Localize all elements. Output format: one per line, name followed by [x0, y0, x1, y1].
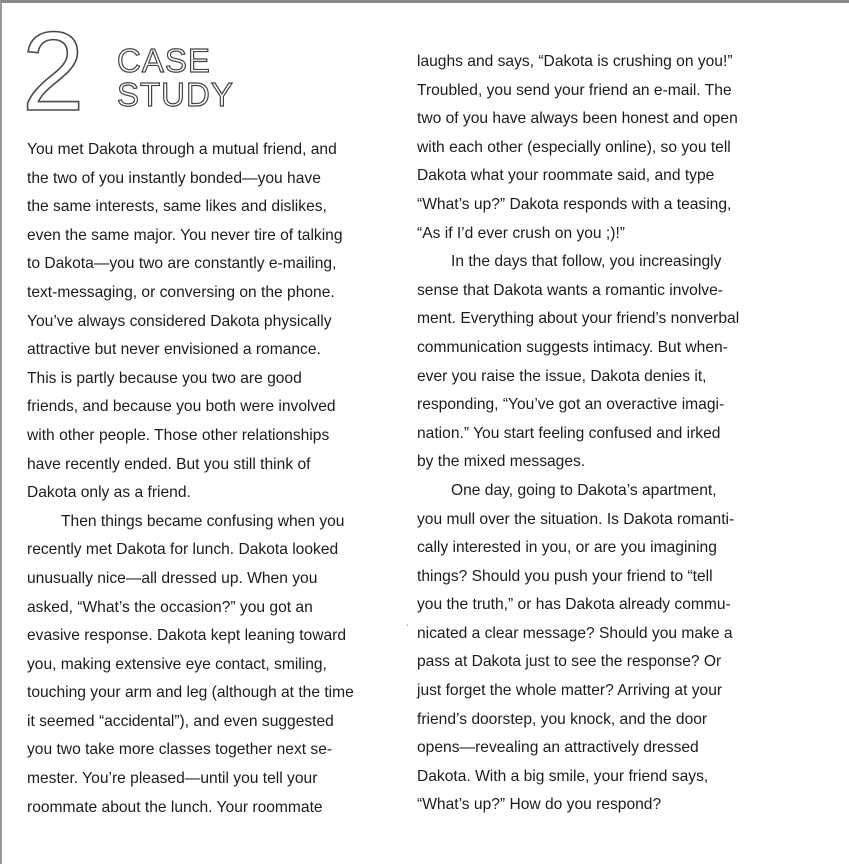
left-column: [27, 136, 387, 822]
scan-mark: ´: [406, 624, 410, 635]
case-study-title: [117, 44, 234, 112]
case-number: 2: [22, 9, 85, 134]
paragraph-email: laughs and says, “Dakota is crushing on you!” Troubled, you send your friend an e-mail. The two of you have always been honest and open with each other (especially online), so you tell Dakota what your roommate said, and type “What’s up?” Dakota responds with a teasing, “As if I’d ever crush on you ;)!”: [417, 53, 738, 242]
paragraph-mixed-messages: In the days that follow, you increasingly sense that Dakota wants a romantic involve- ment. Everything about your friend’s nonverbal communication suggests intimacy. But when- ever you raise the issue, Dakota denies it, responding, “You’ve got an overactive imagi- nation.” You start feeling confused and irked by the mixed messages.: [417, 253, 740, 471]
title-line-study: STUDY: [117, 76, 234, 113]
paragraph-lunch: Then things became confusing when you recently met Dakota for lunch. Dakota looked unusually nice—all dressed up. When you asked, “What’s the occasion?” you got an evasive response. Dakota kept leaning toward you, making extensive eye contact, smiling, touching your arm and leg (although at the time it seemed “accidental”), and even suggested you two take more classes together next se- mester. You’re pleased—until you tell your roommate about the lunch. Your roommate: [27, 512, 354, 816]
paragraph-intro: You met Dakota through a mutual friend, and the two of you instantly bonded—you have the same interests, same likes and dislikes, even the same major. You never tire of talking to Dakota—you two are constantly e-mailing, text-messaging, or conversing on the phone. You’ve always considered Dakota physically attractive but never envisioned a romance. This is partly because you two are good friends, and because you both were involved with other people. Those other relationships have recently ended. But you still think of Dakota only as a friend.: [27, 141, 343, 502]
case-study-header: [22, 9, 242, 134]
right-column: [417, 48, 787, 820]
title-line-case: CASE: [117, 42, 211, 79]
paragraph-doorstep: One day, going to Dakota’s apartment, you mull over the situation. Is Dakota romanti- cally interested in you, or are you imagining things? Should you push your friend to “tell you the truth,” or has Dakota already commu- nicated a clear message? Should you make a pass at Dakota just to see the response? Or just forget the whole matter? Arriving at your friend’s doorstep, you knock, and the door opens—revealing an attractively dressed Dakota. With a big smile, your friend says, “What’s up?” How do you respond?: [417, 481, 735, 814]
